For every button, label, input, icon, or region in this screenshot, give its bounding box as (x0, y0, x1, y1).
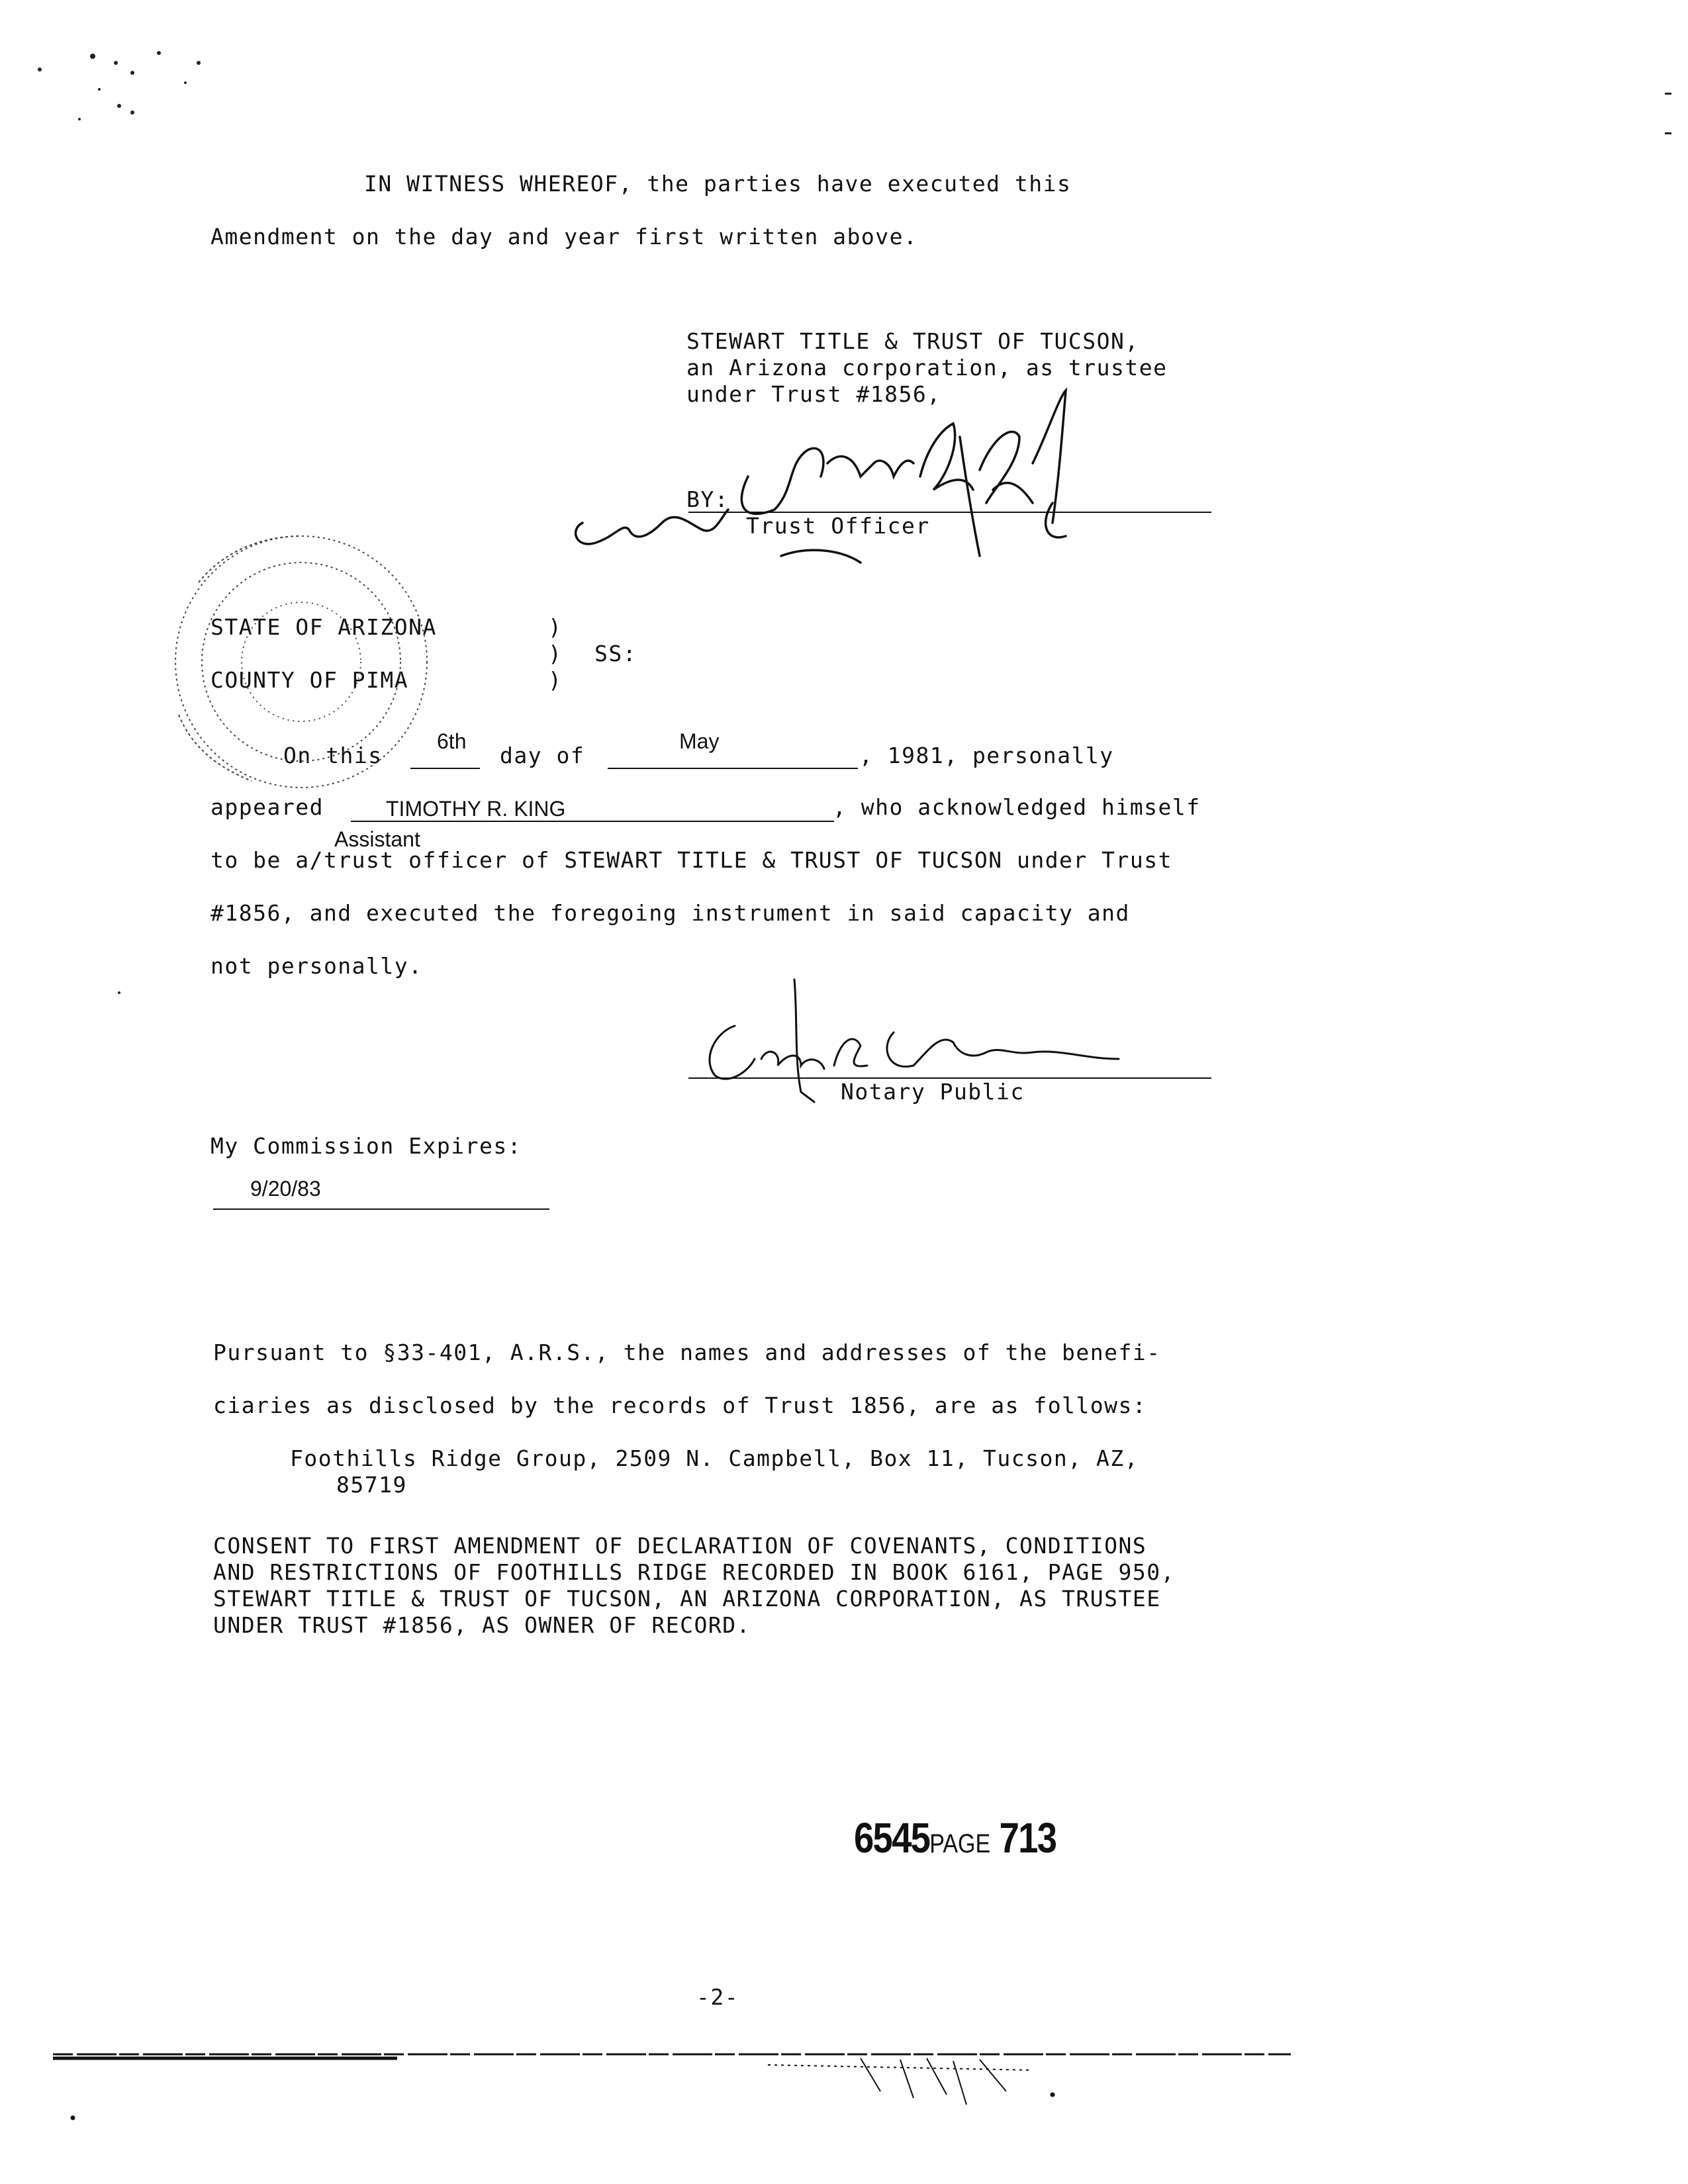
trustee-line-1: STEWART TITLE & TRUST OF TUCSON, (686, 328, 1139, 354)
ack-month-value: May (679, 729, 720, 753)
beneficiaries-line-1: Pursuant to §33-401, A.R.S., the names and addresses of the benefi- (213, 1340, 1161, 1365)
notary-signature (710, 979, 1119, 1102)
venue-paren-3: ) (548, 667, 563, 693)
ack-on-this: On this (283, 743, 383, 768)
consent-line-3: STEWART TITLE & TRUST OF TUCSON, AN ARIZONA CORPORATION, AS TRUSTEE (213, 1586, 1161, 1612)
witness-line-1: IN WITNESS WHEREOF, the parties have executed this (364, 171, 1072, 197)
officer-title: Trust Officer (746, 513, 930, 539)
notary-title: Notary Public (841, 1079, 1025, 1105)
consent-line-2: AND RESTRICTIONS OF FOOTHILLS RIDGE RECORDED IN BOOK 6161, PAGE 950, (213, 1559, 1176, 1585)
ack-day-value: 6th (437, 729, 467, 753)
venue-state: STATE OF ARIZONA (211, 614, 437, 640)
recording-page: 713 (999, 1814, 1056, 1862)
consent-line-1: CONSENT TO FIRST AMENDMENT OF DECLARATION OF COVENANTS, CONDITIONS (213, 1533, 1147, 1559)
scan-noise (38, 51, 1671, 994)
ack-who-acknowledged: , who acknowledged himself (833, 794, 1201, 820)
beneficiary-entry-line-2: 85719 (336, 1472, 407, 1498)
recording-page-label: PAGE (929, 1829, 991, 1858)
ack-line-4: #1856, and executed the foregoing instrument in said capacity and (211, 900, 1130, 926)
consent-line-4: UNDER TRUST #1856, AS OWNER OF RECORD. (213, 1612, 751, 1638)
venue-ss: SS: (594, 641, 637, 666)
trustee-line-3: under Trust #1856, (686, 381, 941, 407)
venue-paren-2: ) (548, 641, 563, 666)
notary-seal (175, 536, 427, 788)
venue-county: COUNTY OF PIMA (211, 667, 409, 693)
ack-appeared: appeared (211, 794, 324, 820)
ack-day-of: day of (500, 743, 585, 768)
beneficiary-entry-line-1: Foothills Ridge Group, 2509 N. Campbell, Box 11, Tucson, AZ, (290, 1445, 1139, 1471)
ack-line-3: to be a/trust officer of STEWART TITLE & TRUST OF TUCSON under Trust (211, 847, 1173, 873)
commission-label: My Commission Expires: (211, 1133, 522, 1159)
trustee-line-2: an Arizona corporation, as trustee (686, 355, 1168, 381)
ack-line-5: not personally. (211, 953, 423, 979)
witness-line-2: Amendment on the day and year first written above. (211, 224, 918, 250)
trustee-signature (576, 390, 1066, 563)
ack-year: , 1981, personally (859, 743, 1114, 768)
bottom-scan-edge (53, 2054, 1291, 2120)
page-number: -2- (696, 1984, 739, 2010)
commission-date: 9/20/83 (250, 1177, 321, 1201)
by-label: BY: (686, 486, 729, 512)
venue-paren-1: ) (548, 614, 563, 640)
ack-name-value: TIMOTHY R. KING (386, 797, 566, 821)
recording-book: 6545 (854, 1814, 930, 1862)
ack-assistant: Assistant (334, 827, 420, 851)
beneficiaries-line-2: ciaries as disclosed by the records of Trust 1856, are as follows: (213, 1392, 1147, 1418)
